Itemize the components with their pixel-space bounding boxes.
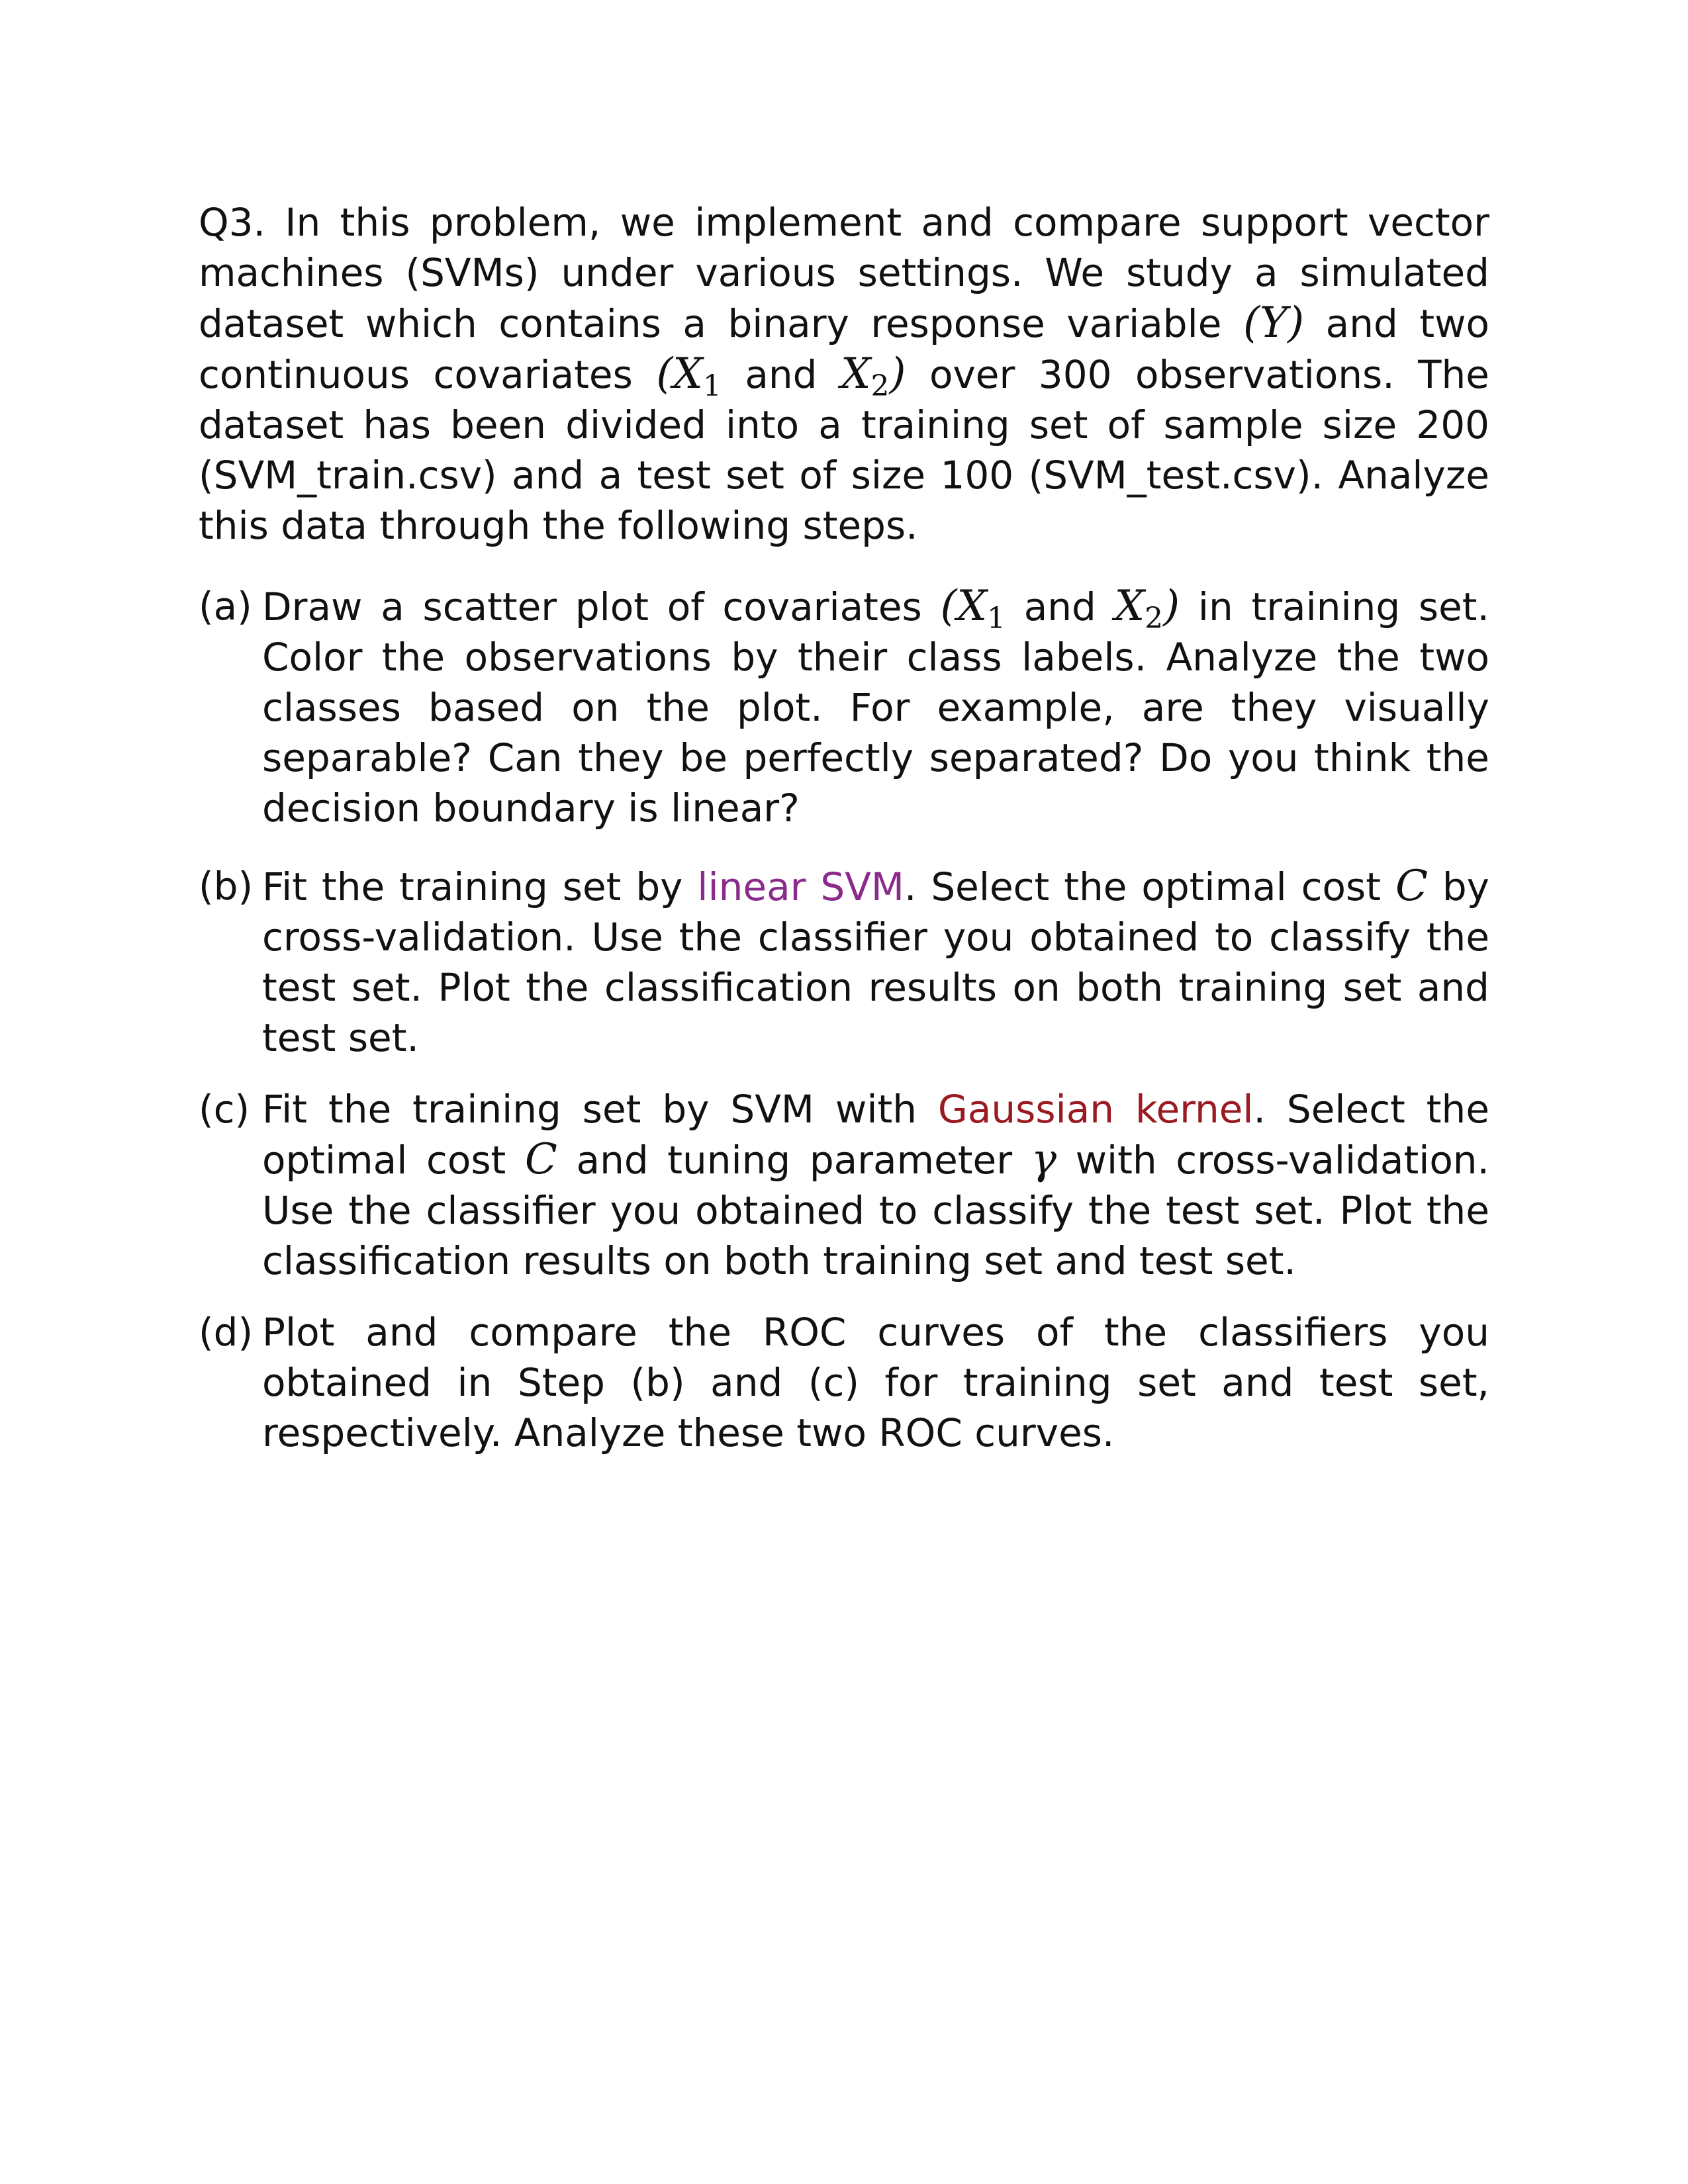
step-a-math-1 [940, 582, 1006, 635]
var-x1: X [673, 349, 703, 398]
step-marker-c: (c) [199, 1087, 250, 1132]
step-item-a [199, 581, 1489, 833]
question-intro [199, 197, 1489, 551]
step-a-text-2: in training set. Color the observations by their class labels. Analyze the two classes based on the plot. For example, are they visually separable? Can they be perfectly separated? Do you think the decision boundary is linear? [262, 584, 1489, 831]
var-x1: X [957, 582, 988, 631]
problem-content [199, 197, 1489, 1458]
and-text: and [721, 352, 841, 397]
linear-svm-link[interactable]: linear SVM [697, 864, 904, 909]
step-c-text-2: . Select the optimal cost [262, 1087, 1489, 1183]
paren-open: ( [656, 349, 673, 398]
step-item-b [199, 861, 1489, 1063]
intro-text-2: and two continuous covariates [199, 301, 1489, 397]
response-variable-y: (Y) [1243, 298, 1305, 347]
question-label: Q3. [199, 200, 265, 245]
step-d-text-1: Plot and compare the ROC curves of the classifiers you obtained in Step (b) and (c) for training set and test set, respectively. Analyze these two ROC curves. [262, 1310, 1489, 1455]
step-item-d [199, 1307, 1489, 1458]
covariates-math-2 [840, 349, 906, 403]
step-a-math-2 [1114, 582, 1180, 635]
sub-2: 2 [870, 369, 890, 403]
step-list [199, 581, 1489, 1458]
step-c-text-4: with cross-validation. Use the classifier you obtained to classify the test set. Plot the classification results on both training set and test set. [262, 1138, 1489, 1283]
step-b-text-3: by cross-validation. Use the classifier you obtained to classify the test set. Plot the classification results on both training set and test set. [262, 864, 1489, 1060]
step-item-c [199, 1084, 1489, 1286]
sub-2: 2 [1145, 602, 1164, 635]
step-marker-b: (b) [199, 864, 254, 909]
var-x2: X [1114, 582, 1145, 631]
gamma-symbol: γ [1031, 1135, 1056, 1184]
step-c-text-1: Fit the training set by SVM with [262, 1087, 938, 1132]
cost-c: C [1395, 862, 1428, 911]
intro-text-1: In this problem, we implement and compare support vector machines (SVMs) under various settings. We study a simulated dataset which contains a binary response variable [199, 200, 1490, 346]
sub-1: 1 [702, 369, 722, 403]
step-a-and: and [1006, 584, 1115, 629]
paren-close: ) [889, 349, 906, 398]
step-marker-a: (a) [199, 584, 252, 629]
step-b-text-1: Fit the training set by [262, 864, 698, 909]
step-a-text-1: Draw a scatter plot of covariates [262, 584, 941, 629]
covariates-math [656, 349, 722, 403]
paren-open: ( [940, 582, 957, 631]
gaussian-kernel-link[interactable]: Gaussian kernel [937, 1087, 1254, 1132]
cost-c: C [524, 1135, 557, 1184]
intro-text-3: over 300 observations. The dataset has been divided into a training set of sample size 200 (SVM_train.csv) and a test set of size 100 (SVM_test.csv). Analyze this data through the following steps. [199, 352, 1489, 548]
sub-1: 1 [987, 602, 1006, 635]
step-c-text-3: and tuning parameter [557, 1138, 1031, 1183]
paren-close: ) [1163, 582, 1180, 631]
step-marker-d: (d) [199, 1310, 254, 1355]
var-x2: X [840, 349, 871, 398]
step-b-text-2: . Select the optimal cost [904, 864, 1395, 909]
